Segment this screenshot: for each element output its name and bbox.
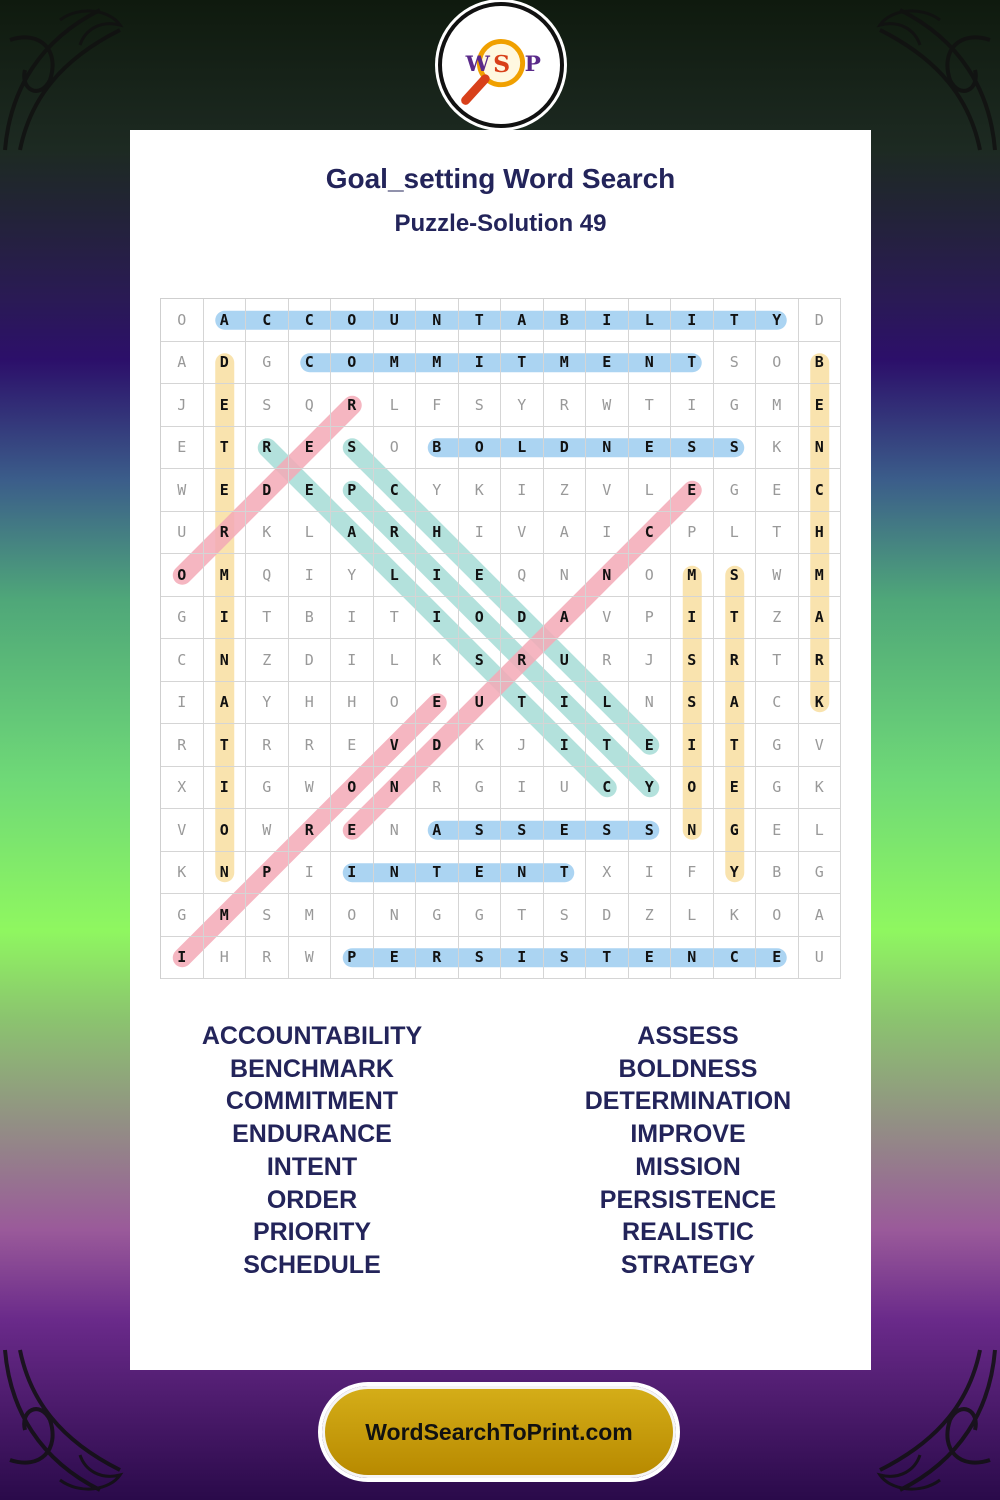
word-list-item: SCHEDULE bbox=[243, 1250, 381, 1279]
grid-cell[interactable]: N bbox=[374, 852, 417, 895]
grid-cell[interactable]: S bbox=[671, 682, 714, 725]
grid-cell[interactable]: C bbox=[586, 767, 629, 810]
grid-cell[interactable]: E bbox=[629, 427, 672, 470]
grid-cell[interactable]: L bbox=[629, 299, 672, 342]
grid-cell[interactable]: I bbox=[671, 597, 714, 640]
grid-cell[interactable]: E bbox=[204, 384, 247, 427]
puzzle-card bbox=[130, 130, 871, 1370]
grid-cell[interactable]: Y bbox=[331, 554, 374, 597]
grid-cell[interactable]: N bbox=[501, 852, 544, 895]
grid-cell[interactable]: B bbox=[416, 427, 459, 470]
grid-cell[interactable]: T bbox=[671, 342, 714, 385]
grid-cell[interactable]: Y bbox=[416, 469, 459, 512]
grid-cell[interactable]: C bbox=[714, 937, 757, 980]
page-subtitle: Puzzle-Solution 49 bbox=[394, 210, 607, 237]
grid-cell[interactable]: R bbox=[246, 427, 289, 470]
grid-cell[interactable]: R bbox=[544, 384, 587, 427]
grid-cell[interactable]: G bbox=[714, 384, 757, 427]
grid-cell[interactable]: R bbox=[289, 724, 332, 767]
word-list-item: ASSESS bbox=[637, 1022, 739, 1050]
grid-cell[interactable]: S bbox=[331, 427, 374, 470]
grid-cell[interactable]: W bbox=[586, 384, 629, 427]
grid-cell[interactable]: Q bbox=[501, 554, 544, 597]
grid-cell[interactable]: K bbox=[161, 852, 204, 895]
grid-cell[interactable]: R bbox=[204, 512, 247, 555]
site-link-button[interactable]: WordSearchToPrint.com bbox=[322, 1386, 676, 1478]
grid-cell[interactable]: K bbox=[459, 724, 502, 767]
grid-cell[interactable]: T bbox=[204, 427, 247, 470]
grid-cell[interactable]: M bbox=[799, 554, 842, 597]
grid-cell[interactable]: S bbox=[459, 937, 502, 980]
grid-cell[interactable]: H bbox=[204, 937, 247, 980]
grid-cell[interactable]: Y bbox=[501, 384, 544, 427]
grid-cell[interactable]: N bbox=[671, 937, 714, 980]
word-list-item: INTENT bbox=[266, 1152, 358, 1181]
grid-cell[interactable]: O bbox=[331, 342, 374, 385]
grid-cell[interactable]: I bbox=[671, 299, 714, 342]
grid-cell[interactable]: G bbox=[799, 852, 842, 895]
grid-cell[interactable]: V bbox=[586, 597, 629, 640]
grid-cell[interactable]: F bbox=[416, 384, 459, 427]
magnifier-icon bbox=[442, 6, 560, 124]
word-list-item: DETERMINATION bbox=[584, 1087, 792, 1116]
grid-cell[interactable]: I bbox=[459, 512, 502, 555]
grid-cell[interactable]: L bbox=[374, 384, 417, 427]
grid-cell[interactable]: I bbox=[204, 597, 247, 640]
grid-cell[interactable]: K bbox=[799, 767, 842, 810]
grid-cell[interactable]: K bbox=[714, 894, 757, 937]
grid-cell[interactable]: R bbox=[374, 512, 417, 555]
grid-cell[interactable]: N bbox=[799, 427, 842, 470]
grid-cell[interactable]: Y bbox=[756, 299, 799, 342]
grid-cell[interactable]: U bbox=[459, 682, 502, 725]
grid-cell[interactable]: L bbox=[374, 554, 417, 597]
grid-cell[interactable]: S bbox=[714, 427, 757, 470]
grid-cell[interactable]: T bbox=[756, 639, 799, 682]
grid-cell[interactable]: N bbox=[416, 299, 459, 342]
grid-cell[interactable]: L bbox=[799, 809, 842, 852]
grid-cell[interactable]: R bbox=[246, 724, 289, 767]
grid-cell[interactable]: A bbox=[161, 342, 204, 385]
grid-cell[interactable]: I bbox=[289, 852, 332, 895]
grid-cell[interactable]: N bbox=[586, 554, 629, 597]
grid-cell[interactable]: T bbox=[544, 852, 587, 895]
grid-cell[interactable]: T bbox=[714, 597, 757, 640]
grid-cell[interactable]: K bbox=[246, 512, 289, 555]
grid-cell[interactable]: G bbox=[246, 342, 289, 385]
grid-cell[interactable]: L bbox=[374, 639, 417, 682]
grid-cell[interactable]: D bbox=[501, 597, 544, 640]
grid-cell[interactable]: Y bbox=[714, 852, 757, 895]
logo-letter: W bbox=[465, 51, 490, 77]
grid-cell[interactable]: I bbox=[459, 342, 502, 385]
grid-cell[interactable]: M bbox=[671, 554, 714, 597]
grid-cell[interactable]: T bbox=[586, 937, 629, 980]
grid-cell[interactable]: V bbox=[161, 809, 204, 852]
grid-cell[interactable]: R bbox=[246, 937, 289, 980]
grid-cell[interactable]: G bbox=[756, 724, 799, 767]
grid-cell[interactable]: Z bbox=[544, 469, 587, 512]
grid-cell[interactable]: M bbox=[416, 342, 459, 385]
grid-cell[interactable]: E bbox=[459, 852, 502, 895]
grid-cell[interactable]: E bbox=[416, 682, 459, 725]
grid-cell[interactable]: C bbox=[756, 682, 799, 725]
grid-cell[interactable]: D bbox=[289, 639, 332, 682]
word-list-item: IMPROVE bbox=[630, 1120, 746, 1149]
grid-cell[interactable]: E bbox=[331, 809, 374, 852]
grid-cell[interactable]: L bbox=[714, 512, 757, 555]
grid-cell[interactable]: E bbox=[629, 724, 672, 767]
word-list-item: PERSISTENCE bbox=[599, 1185, 777, 1214]
grid-cell[interactable]: E bbox=[204, 469, 247, 512]
grid-cell[interactable]: E bbox=[374, 937, 417, 980]
grid-cell[interactable]: D bbox=[416, 724, 459, 767]
grid-cell[interactable]: N bbox=[204, 852, 247, 895]
grid-cell[interactable]: R bbox=[799, 639, 842, 682]
grid-cell[interactable]: G bbox=[246, 767, 289, 810]
grid-cell[interactable]: T bbox=[204, 724, 247, 767]
grid-cell[interactable]: V bbox=[501, 512, 544, 555]
grid-cell[interactable]: G bbox=[161, 597, 204, 640]
grid-cell[interactable]: N bbox=[586, 427, 629, 470]
grid-cell[interactable]: K bbox=[799, 682, 842, 725]
grid-cell[interactable]: M bbox=[544, 342, 587, 385]
grid-cell[interactable]: F bbox=[671, 852, 714, 895]
grid-cell[interactable]: Q bbox=[289, 384, 332, 427]
grid-cell[interactable]: A bbox=[204, 299, 247, 342]
grid-cell[interactable]: E bbox=[714, 767, 757, 810]
grid-cell[interactable]: T bbox=[501, 342, 544, 385]
grid-cell[interactable]: I bbox=[671, 724, 714, 767]
grid-cell[interactable]: I bbox=[289, 554, 332, 597]
grid-cell[interactable]: M bbox=[374, 342, 417, 385]
grid-cell[interactable]: M bbox=[289, 894, 332, 937]
grid-cell[interactable]: L bbox=[289, 512, 332, 555]
grid-cell[interactable]: C bbox=[289, 342, 332, 385]
grid-cell[interactable]: U bbox=[799, 937, 842, 980]
logo-letter: P bbox=[524, 51, 541, 77]
grid-cell[interactable]: W bbox=[289, 937, 332, 980]
grid-cell[interactable]: G bbox=[714, 469, 757, 512]
grid-cell[interactable]: I bbox=[331, 852, 374, 895]
grid-cell[interactable]: J bbox=[629, 639, 672, 682]
grid-cell[interactable]: A bbox=[799, 894, 842, 937]
grid-cell[interactable]: I bbox=[501, 469, 544, 512]
grid-cell[interactable]: A bbox=[331, 512, 374, 555]
grid-cell[interactable]: G bbox=[459, 767, 502, 810]
grid-cell[interactable]: H bbox=[416, 512, 459, 555]
grid-cell[interactable]: K bbox=[756, 427, 799, 470]
grid-cell[interactable]: I bbox=[586, 299, 629, 342]
grid-cell[interactable]: X bbox=[161, 767, 204, 810]
grid-cell[interactable]: P bbox=[331, 469, 374, 512]
grid-cell[interactable]: T bbox=[374, 597, 417, 640]
grid-cell[interactable]: S bbox=[544, 894, 587, 937]
grid-cell[interactable]: A bbox=[544, 512, 587, 555]
grid-cell[interactable]: I bbox=[671, 384, 714, 427]
grid-cell[interactable]: V bbox=[374, 724, 417, 767]
grid-cell[interactable]: T bbox=[501, 894, 544, 937]
grid-cell[interactable]: D bbox=[204, 342, 247, 385]
grid-cell[interactable]: M bbox=[756, 384, 799, 427]
grid-cell[interactable]: Z bbox=[246, 639, 289, 682]
grid-cell[interactable]: A bbox=[799, 597, 842, 640]
grid-cell[interactable]: A bbox=[544, 597, 587, 640]
grid-cell[interactable]: G bbox=[756, 767, 799, 810]
grid-cell[interactable]: C bbox=[374, 469, 417, 512]
grid-cell[interactable]: N bbox=[544, 554, 587, 597]
grid-cell[interactable]: H bbox=[331, 682, 374, 725]
grid-cell[interactable]: D bbox=[586, 894, 629, 937]
grid-cell[interactable]: O bbox=[161, 299, 204, 342]
grid-cell[interactable]: W bbox=[246, 809, 289, 852]
grid-cell[interactable]: N bbox=[629, 342, 672, 385]
grid-cell[interactable]: I bbox=[416, 554, 459, 597]
word-list-item: COMMITMENT bbox=[225, 1087, 399, 1116]
grid-cell[interactable]: A bbox=[204, 682, 247, 725]
grid-cell[interactable]: K bbox=[416, 639, 459, 682]
grid-cell[interactable]: T bbox=[714, 724, 757, 767]
grid-cell[interactable]: E bbox=[459, 554, 502, 597]
grid-cell[interactable]: G bbox=[161, 894, 204, 937]
grid-cell[interactable]: E bbox=[799, 384, 842, 427]
site-logo[interactable] bbox=[438, 2, 564, 128]
grid-cell[interactable]: N bbox=[671, 809, 714, 852]
grid-cell[interactable]: O bbox=[459, 597, 502, 640]
grid-cell[interactable]: M bbox=[204, 554, 247, 597]
grid-cell[interactable]: S bbox=[671, 427, 714, 470]
grid-cell[interactable]: E bbox=[544, 809, 587, 852]
grid-cell[interactable]: R bbox=[416, 937, 459, 980]
grid-cell[interactable]: T bbox=[756, 512, 799, 555]
grid-cell[interactable]: B bbox=[544, 299, 587, 342]
grid-cell[interactable]: I bbox=[416, 597, 459, 640]
grid-cell[interactable]: U bbox=[544, 639, 587, 682]
grid-cell[interactable]: B bbox=[289, 597, 332, 640]
grid-cell[interactable]: E bbox=[756, 469, 799, 512]
grid-cell[interactable]: V bbox=[799, 724, 842, 767]
grid-cell[interactable]: S bbox=[629, 809, 672, 852]
grid-cell[interactable]: W bbox=[756, 554, 799, 597]
grid-cell[interactable]: N bbox=[374, 809, 417, 852]
grid-cell[interactable]: S bbox=[459, 809, 502, 852]
grid-cell[interactable]: R bbox=[289, 809, 332, 852]
grid-cell[interactable]: U bbox=[544, 767, 587, 810]
grid-cell[interactable]: W bbox=[289, 767, 332, 810]
grid-cell[interactable]: A bbox=[501, 299, 544, 342]
grid-cell[interactable]: C bbox=[246, 299, 289, 342]
grid-cell[interactable]: V bbox=[586, 469, 629, 512]
grid-cell[interactable]: J bbox=[501, 724, 544, 767]
grid-cell[interactable]: E bbox=[586, 342, 629, 385]
grid-cell[interactable]: L bbox=[586, 682, 629, 725]
word-list-item: ENDURANCE bbox=[232, 1120, 392, 1149]
word-list-item: MISSION bbox=[635, 1152, 741, 1181]
grid-cell[interactable]: S bbox=[671, 639, 714, 682]
grid-cell[interactable]: C bbox=[799, 469, 842, 512]
grid-cell[interactable]: Y bbox=[246, 682, 289, 725]
grid-cell[interactable]: I bbox=[331, 597, 374, 640]
grid-cell[interactable]: B bbox=[756, 852, 799, 895]
grid-cell[interactable]: I bbox=[331, 639, 374, 682]
grid-cell[interactable]: I bbox=[161, 682, 204, 725]
grid-cell[interactable]: R bbox=[161, 724, 204, 767]
grid-cell[interactable]: S bbox=[714, 342, 757, 385]
grid-cell[interactable]: O bbox=[161, 554, 204, 597]
word-list-item: ACCOUNTABILITY bbox=[201, 1022, 423, 1050]
grid-cell[interactable]: P bbox=[246, 852, 289, 895]
grid-cell[interactable]: D bbox=[246, 469, 289, 512]
grid-cell[interactable]: B bbox=[799, 342, 842, 385]
grid-cell[interactable]: O bbox=[204, 809, 247, 852]
grid-cell[interactable]: E bbox=[289, 469, 332, 512]
grid-cell[interactable]: T bbox=[246, 597, 289, 640]
grid-cell[interactable]: D bbox=[799, 299, 842, 342]
grid-cell[interactable]: T bbox=[459, 299, 502, 342]
grid-cell[interactable]: S bbox=[246, 894, 289, 937]
grid-cell[interactable]: Y bbox=[629, 767, 672, 810]
grid-cell[interactable]: W bbox=[161, 469, 204, 512]
grid-cell[interactable]: O bbox=[374, 682, 417, 725]
grid-cell[interactable]: S bbox=[714, 554, 757, 597]
grid-cell[interactable]: L bbox=[629, 469, 672, 512]
grid-cell[interactable]: R bbox=[416, 767, 459, 810]
grid-cell[interactable]: C bbox=[629, 512, 672, 555]
word-list-item: ORDER bbox=[266, 1185, 358, 1214]
grid-cell[interactable]: C bbox=[161, 639, 204, 682]
grid-cell[interactable]: N bbox=[374, 894, 417, 937]
grid-cell[interactable]: E bbox=[289, 427, 332, 470]
grid-cell[interactable]: L bbox=[501, 427, 544, 470]
grid-cell[interactable]: N bbox=[629, 682, 672, 725]
grid-cell[interactable]: T bbox=[416, 852, 459, 895]
grid-cell[interactable]: S bbox=[586, 809, 629, 852]
grid-cell[interactable]: D bbox=[544, 427, 587, 470]
grid-cell[interactable]: E bbox=[629, 937, 672, 980]
word-list-right bbox=[503, 1020, 873, 1282]
grid-cell[interactable]: O bbox=[756, 342, 799, 385]
grid-cell[interactable]: O bbox=[331, 767, 374, 810]
word-list-item: PRIORITY bbox=[252, 1218, 372, 1247]
grid-cell[interactable]: E bbox=[756, 937, 799, 980]
grid-cell[interactable]: P bbox=[671, 512, 714, 555]
grid-cell[interactable]: O bbox=[671, 767, 714, 810]
grid-cell[interactable]: J bbox=[161, 384, 204, 427]
grid-cell[interactable]: E bbox=[161, 427, 204, 470]
grid-cell[interactable]: U bbox=[374, 299, 417, 342]
word-list-item: REALISTIC bbox=[622, 1218, 754, 1247]
grid-cell[interactable]: I bbox=[629, 852, 672, 895]
grid-cell[interactable]: O bbox=[331, 299, 374, 342]
grid-cell[interactable]: O bbox=[374, 427, 417, 470]
grid-cell[interactable]: S bbox=[459, 639, 502, 682]
grid-cell[interactable]: E bbox=[756, 809, 799, 852]
grid-cell[interactable]: E bbox=[331, 724, 374, 767]
grid-cell[interactable]: S bbox=[544, 937, 587, 980]
logo-letter: S bbox=[493, 49, 511, 78]
grid-cell[interactable]: X bbox=[586, 852, 629, 895]
grid-cell[interactable]: Z bbox=[756, 597, 799, 640]
grid-cell[interactable]: R bbox=[586, 639, 629, 682]
page-title: Goal_setting Word Search bbox=[325, 163, 676, 194]
grid-cell[interactable]: K bbox=[459, 469, 502, 512]
grid-cell[interactable]: H bbox=[289, 682, 332, 725]
word-list-item: BENCHMARK bbox=[230, 1054, 394, 1083]
grid-cell[interactable]: I bbox=[501, 767, 544, 810]
grid-cell[interactable]: O bbox=[459, 427, 502, 470]
grid-cell[interactable]: R bbox=[331, 384, 374, 427]
grid-cell[interactable]: E bbox=[671, 469, 714, 512]
grid-cell[interactable]: R bbox=[714, 639, 757, 682]
grid-cell[interactable]: N bbox=[204, 639, 247, 682]
grid-cell[interactable]: O bbox=[756, 894, 799, 937]
grid-cell[interactable]: I bbox=[586, 512, 629, 555]
grid-cell[interactable]: T bbox=[629, 384, 672, 427]
grid-cell[interactable]: O bbox=[331, 894, 374, 937]
grid-cell[interactable]: C bbox=[289, 299, 332, 342]
grid-cell[interactable]: P bbox=[331, 937, 374, 980]
grid-cell[interactable]: G bbox=[714, 809, 757, 852]
grid-cell[interactable]: H bbox=[799, 512, 842, 555]
grid-cell[interactable]: I bbox=[204, 767, 247, 810]
grid-cell[interactable]: T bbox=[501, 682, 544, 725]
grid-cell[interactable]: G bbox=[459, 894, 502, 937]
grid-cell[interactable]: A bbox=[714, 682, 757, 725]
grid-cell[interactable]: Q bbox=[246, 554, 289, 597]
grid-cell[interactable]: I bbox=[544, 682, 587, 725]
grid-cell[interactable]: R bbox=[501, 639, 544, 682]
grid-cell[interactable]: A bbox=[416, 809, 459, 852]
grid-cell[interactable]: L bbox=[671, 894, 714, 937]
grid-cell[interactable]: I bbox=[544, 724, 587, 767]
grid-cell[interactable]: I bbox=[161, 937, 204, 980]
grid-cell[interactable]: G bbox=[416, 894, 459, 937]
grid-cell[interactable]: I bbox=[501, 937, 544, 980]
word-list-item: BOLDNESS bbox=[618, 1054, 758, 1083]
grid-cell[interactable]: U bbox=[161, 512, 204, 555]
grid-cell[interactable]: T bbox=[714, 299, 757, 342]
word-list-left bbox=[127, 1020, 497, 1282]
grid-cell[interactable]: S bbox=[459, 384, 502, 427]
grid-cell[interactable]: N bbox=[374, 767, 417, 810]
grid-cell[interactable]: S bbox=[501, 809, 544, 852]
grid-cell[interactable]: S bbox=[246, 384, 289, 427]
grid-cell[interactable]: P bbox=[629, 597, 672, 640]
grid-cell[interactable]: T bbox=[586, 724, 629, 767]
grid-cell[interactable]: Z bbox=[629, 894, 672, 937]
grid-cell[interactable]: O bbox=[629, 554, 672, 597]
letter-grid bbox=[160, 298, 841, 979]
word-list-item: STRATEGY bbox=[620, 1250, 756, 1279]
grid-cell[interactable]: M bbox=[204, 894, 247, 937]
